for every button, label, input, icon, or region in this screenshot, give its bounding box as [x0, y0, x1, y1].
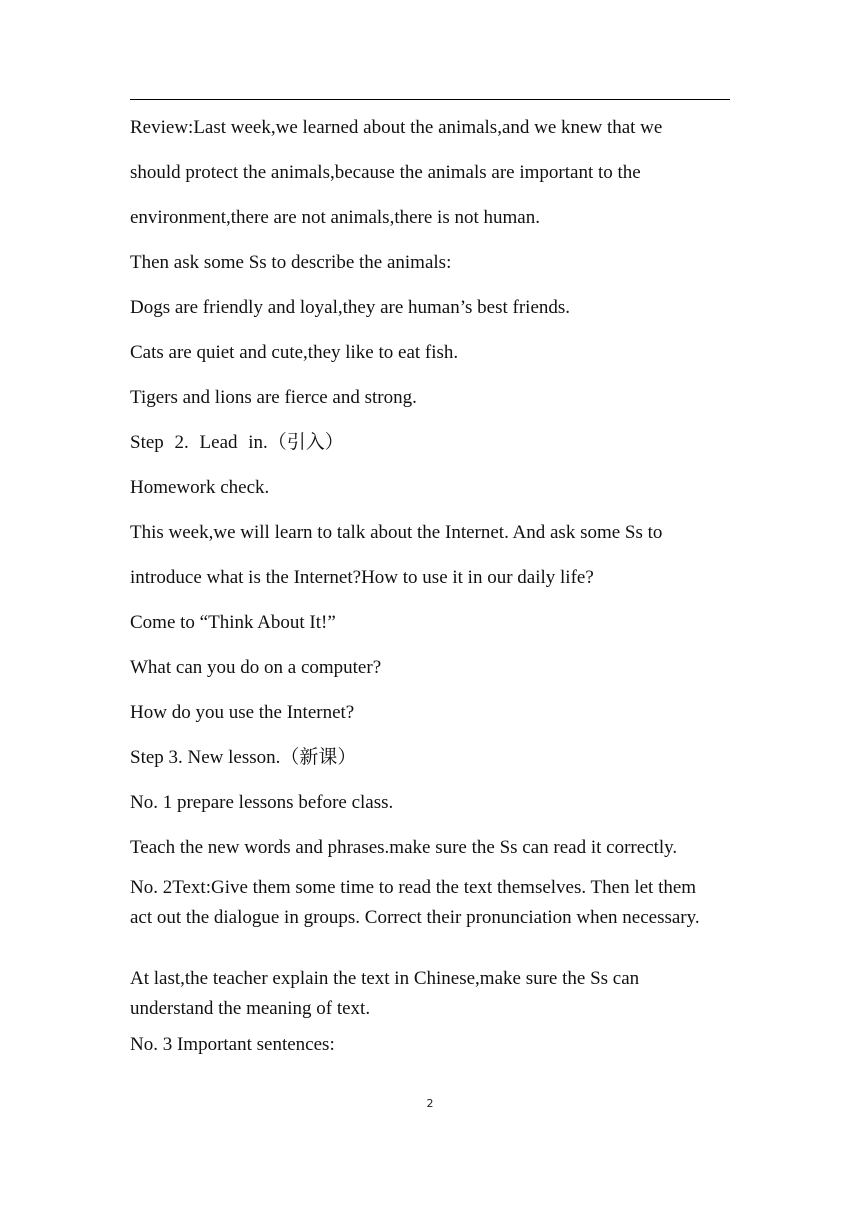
text-paragraph: No. 2Text:Give them some time to read the text themselves. Then let them act out the dialogue in groups. Correct their pronunciation when necessary.: [130, 877, 700, 928]
cats-line: Cats are quiet and cute,they like to eat fish.: [130, 342, 459, 363]
dogs-line: Dogs are friendly and loyal,they are human’s best friends.: [130, 297, 571, 318]
no-1-line: No. 1 prepare lessons before class.: [130, 792, 394, 813]
question-internet-line: How do you use the Internet?: [130, 702, 355, 723]
step-2-heading: Step 2. Lead in.（引入）: [130, 432, 344, 453]
this-week-line-1: This week,we will learn to talk about the Internet. And ask some Ss to: [130, 522, 663, 543]
tigers-line: Tigers and lions are fierce and strong.: [130, 387, 417, 408]
teach-words-line: Teach the new words and phrases.make sure the Ss can read it correctly.: [130, 837, 678, 858]
page-number: 2: [426, 1097, 434, 1110]
header-rule: [130, 99, 730, 100]
review-line-3: environment,there are not animals,there is not human.: [130, 207, 540, 228]
question-computer-line: What can you do on a computer?: [130, 657, 382, 678]
homework-line: Homework check.: [130, 477, 270, 498]
review-line-2: should protect the animals,because the animals are important to the: [130, 162, 641, 183]
review-line-1: Review:Last week,we learned about the animals,and we knew that we: [130, 117, 663, 138]
this-week-line-2: introduce what is the Internet?How to use it in our daily life?: [130, 567, 594, 588]
describe-animals-line: Then ask some Ss to describe the animals:: [130, 252, 452, 273]
important-sentences-line: No. 3 Important sentences:: [130, 1034, 335, 1055]
think-about-it-line: Come to “Think About It!”: [130, 612, 336, 633]
step-3-heading: Step 3. New lesson.（新课）: [130, 747, 357, 768]
explain-paragraph: At last,the teacher explain the text in Chinese,make sure the Ss can understand the meaning of text.: [130, 968, 640, 1019]
